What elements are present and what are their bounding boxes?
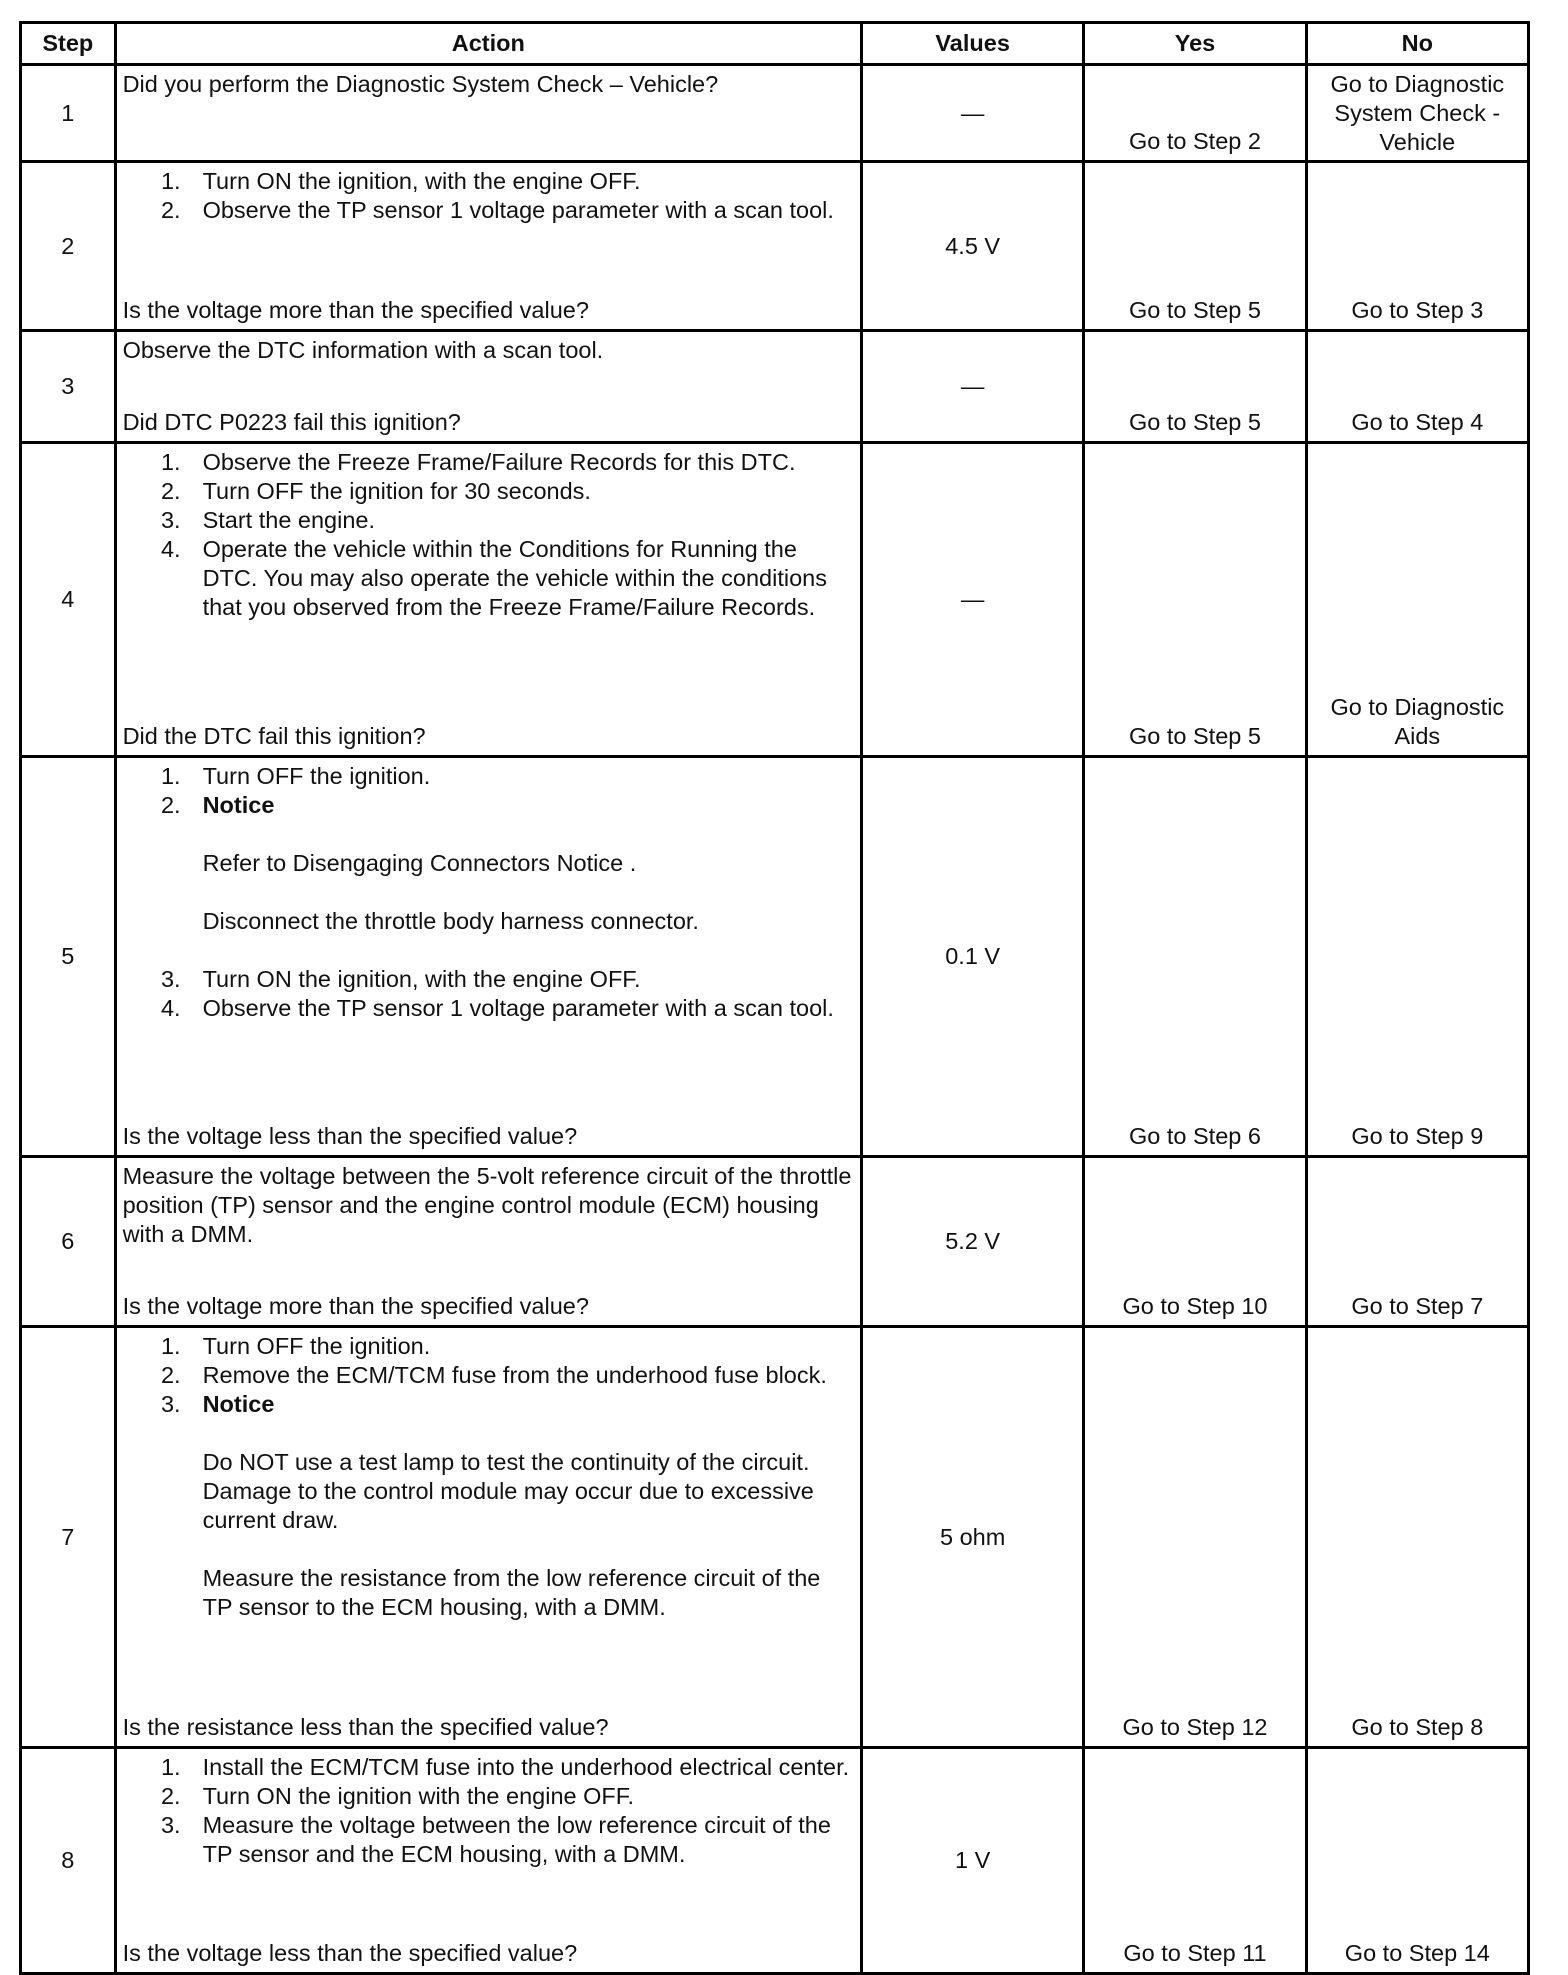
header-yes: Yes (1084, 23, 1306, 65)
step-number: 3 (21, 331, 116, 443)
no-cell: Go to Step 14 (1306, 1748, 1528, 1974)
value-cell: — (862, 443, 1084, 757)
list-item: 2. Notice (123, 791, 856, 820)
yes-cell: Go to Step 6 (1084, 757, 1306, 1157)
step-number: 8 (21, 1748, 116, 1974)
step-number: 1 (21, 65, 116, 162)
no-cell: Go to Step 8 (1306, 1327, 1528, 1748)
table-row (21, 1327, 1529, 1748)
action-cell (115, 1327, 861, 1748)
table-row (21, 162, 1529, 331)
list-item: 2. Turn OFF the ignition for 30 seconds. (160, 478, 591, 504)
list-item: 1. Install the ECM/TCM fuse into the underhood electrical center. (160, 1754, 850, 1780)
action-cell (115, 1748, 861, 1974)
notice-label: Notice (202, 1391, 275, 1417)
yes-cell: Go to Step 12 (1084, 1327, 1306, 1748)
question-text: Is the voltage more than the specified value? (122, 297, 589, 323)
action-cell (115, 443, 861, 757)
table-row (21, 443, 1529, 757)
table-row (21, 65, 1529, 162)
list-item: 2. Observe the TP sensor 1 voltage parameter with a scan tool. (160, 197, 834, 223)
value-cell: 5.2 V (862, 1157, 1084, 1327)
yes-cell: Go to Step 5 (1084, 162, 1306, 331)
value-cell: 1 V (862, 1748, 1084, 1974)
list-item: 3. Start the engine. (160, 507, 376, 533)
action-text: Observe the DTC information with a scan tool. (122, 337, 604, 363)
list-item: 1. Observe the Freeze Frame/Failure Records for this DTC. (160, 449, 796, 475)
step-number: 7 (21, 1327, 116, 1748)
header-row (21, 23, 1529, 65)
step-number: 4 (21, 443, 116, 757)
list-item: 2. Turn ON the ignition with the engine OFF. (160, 1783, 635, 1809)
diagnostic-table (19, 21, 1530, 1975)
list-item: 4. Observe the TP sensor 1 voltage parameter with a scan tool. (160, 995, 834, 1021)
header-values: Values (862, 23, 1084, 65)
action-text: Measure the voltage between the 5-volt reference circuit of the throttle position (TP) sensor and the engine control module (ECM) housing with a DMM. (122, 1163, 852, 1247)
action-cell (115, 757, 861, 1157)
question-text: Is the voltage less than the specified value? (122, 1123, 578, 1149)
no-cell: Go to Diagnostic System Check - Vehicle (1306, 65, 1528, 162)
value-cell: 4.5 V (862, 162, 1084, 331)
header-step: Step (21, 23, 116, 65)
list-item: 4. Operate the vehicle within the Conditions for Running the DTC. You may also operate the vehicle within the conditions that you observed from the Freeze Frame/Failure Records. (160, 536, 827, 620)
value-cell: — (862, 331, 1084, 443)
yes-cell: Go to Step 2 (1084, 65, 1306, 162)
list-item: 3. Measure the voltage between the low reference circuit of the TP sensor and the ECM housing, with a DMM. (160, 1812, 831, 1867)
notice-text: Do NOT use a test lamp to test the continuity of the circuit. Damage to the control module may occur due to excessive current draw. (202, 1449, 814, 1533)
list-item: 1. Turn OFF the ignition. (160, 763, 431, 789)
list-item: 3. Turn ON the ignition, with the engine OFF. (160, 966, 641, 992)
action-cell (115, 1157, 861, 1327)
question-text: Did DTC P0223 fail this ignition? (122, 409, 461, 435)
yes-cell: Go to Step 5 (1084, 331, 1306, 443)
yes-cell: Go to Step 5 (1084, 443, 1306, 757)
table-row (21, 331, 1529, 443)
no-cell: Go to Step 3 (1306, 162, 1528, 331)
list-item: 1. Turn ON the ignition, with the engine OFF. (160, 168, 641, 194)
notice-block (123, 849, 856, 936)
table-row (21, 1157, 1529, 1327)
step-number: 2 (21, 162, 116, 331)
no-cell: Go to Step 7 (1306, 1157, 1528, 1327)
notice-block (123, 1448, 856, 1622)
notice-text: Measure the resistance from the low reference circuit of the TP sensor to the ECM housing, with a DMM. (202, 1565, 821, 1620)
action-cell (115, 65, 861, 162)
table-row (21, 1748, 1529, 1974)
question-text: Is the voltage more than the specified value? (122, 1293, 589, 1319)
value-cell: 0.1 V (862, 757, 1084, 1157)
notice-text: Refer to Disengaging Connectors Notice . (202, 850, 637, 876)
no-cell: Go to Step 4 (1306, 331, 1528, 443)
yes-cell: Go to Step 11 (1084, 1748, 1306, 1974)
notice-label: Notice (202, 792, 275, 818)
list-item: 3. Notice (123, 1390, 856, 1419)
question-text: Is the voltage less than the specified value? (122, 1940, 578, 1966)
step-number: 5 (21, 757, 116, 1157)
action-text: Did you perform the Diagnostic System Check – Vehicle? (122, 71, 719, 97)
notice-text: Disconnect the throttle body harness connector. (202, 908, 699, 934)
list-item: 2. Remove the ECM/TCM fuse from the underhood fuse block. (160, 1362, 827, 1388)
no-cell: Go to Step 9 (1306, 757, 1528, 1157)
no-cell: Go to Diagnostic Aids (1306, 443, 1528, 757)
value-cell: 5 ohm (862, 1327, 1084, 1748)
action-cell (115, 162, 861, 331)
question-text: Is the resistance less than the specified value? (122, 1714, 609, 1740)
yes-cell: Go to Step 10 (1084, 1157, 1306, 1327)
header-action: Action (115, 23, 861, 65)
list-item: 1. Turn OFF the ignition. (160, 1333, 431, 1359)
question-text: Did the DTC fail this ignition? (122, 723, 426, 749)
action-cell (115, 331, 861, 443)
value-cell: — (862, 65, 1084, 162)
header-no: No (1306, 23, 1528, 65)
table-row (21, 757, 1529, 1157)
step-number: 6 (21, 1157, 116, 1327)
